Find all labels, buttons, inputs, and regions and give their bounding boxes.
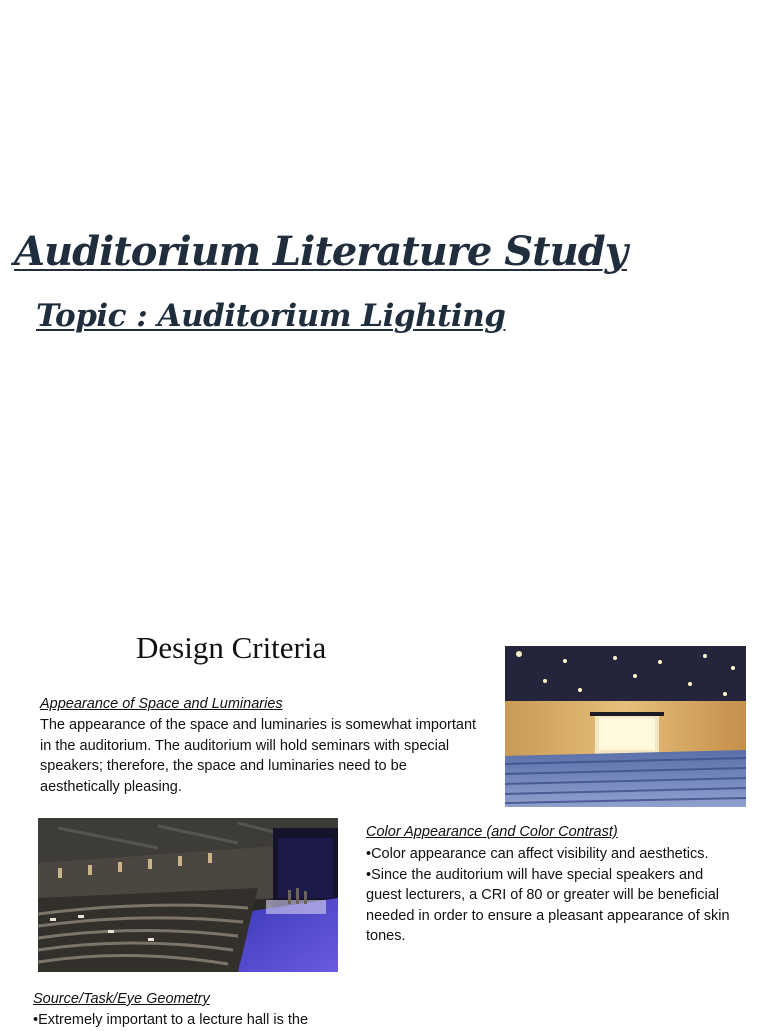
bullet-item: •Color appearance can affect visibility and aesthetics. <box>366 846 709 862</box>
topic-subtitle: Topic : Auditorium Lighting <box>36 298 506 334</box>
page-title: Auditorium Literature Study <box>14 228 627 275</box>
section-body-geometry: •Extremely important to a lecture hall is the <box>33 1012 309 1028</box>
section-body-color <box>366 844 738 947</box>
section-heading-appearance: Appearance of Space and Luminaries <box>40 696 283 712</box>
section-body-appearance: The appearance of the space and luminaries is somewhat important in the auditorium. The auditorium will hold seminars with special speakers; therefore, the space and luminaries need to be aesthetically pleasing. <box>40 717 477 795</box>
design-criteria-heading: Design Criteria <box>136 630 327 665</box>
lecture-hall-photo <box>38 818 338 972</box>
section-heading-color: Color Appearance (and Color Contrast) <box>366 824 618 840</box>
bullet-item: •Since the auditorium will have special speakers and guest lecturers, a CRI of 80 or greater will be beneficial needed in order to ensure a pleasant appearance of skin tones. <box>366 866 730 944</box>
section-heading-geometry: Source/Task/Eye Geometry <box>33 991 210 1007</box>
auditorium-interior-photo <box>505 646 746 807</box>
